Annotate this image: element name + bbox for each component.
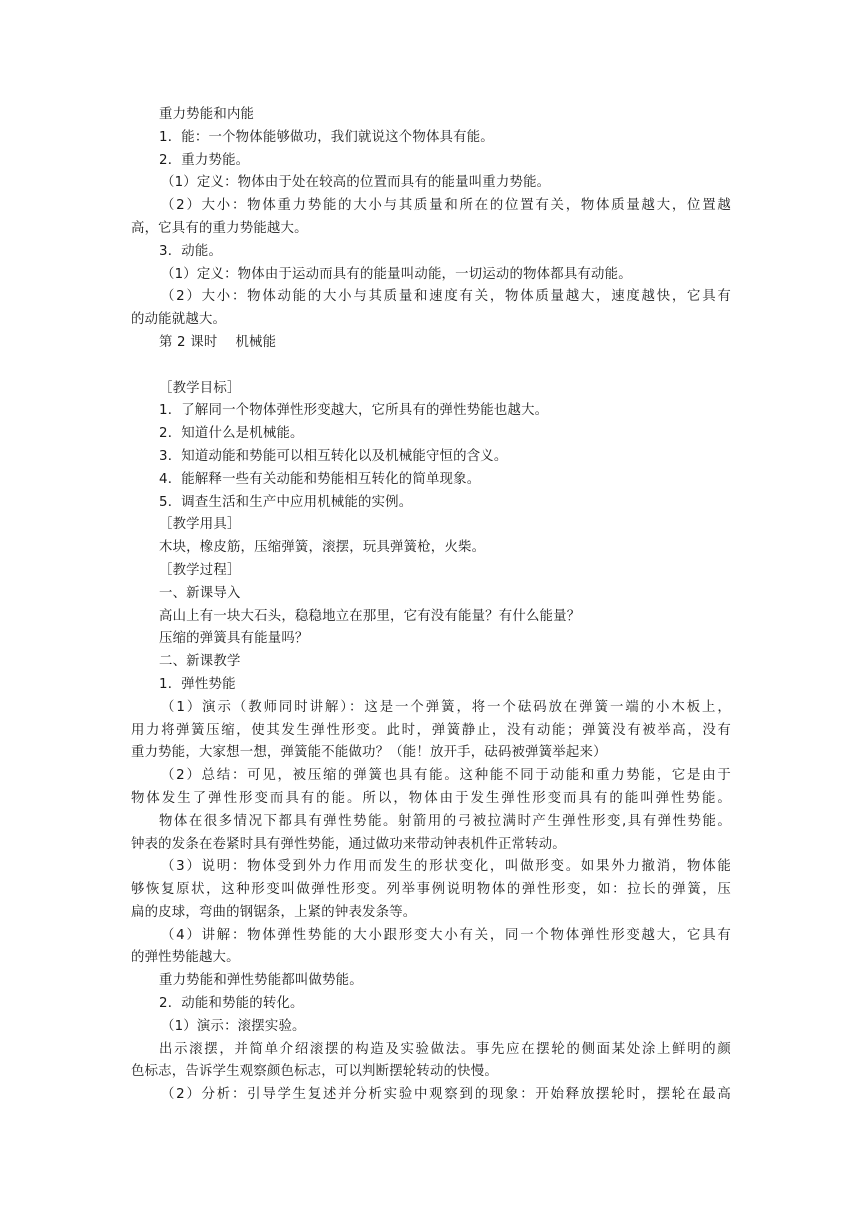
- text-line: 5．调查生活和生产中应用机械能的实例。: [159, 494, 413, 510]
- text-line: 重力势能，大家想一想，弹簧能不能做功？（能！放开手，砝码被弹簧举起来）: [131, 745, 607, 761]
- text-line: 的弹性势能越大。: [131, 950, 240, 966]
- text-line: 压缩的弹簧具有能量吗？: [159, 631, 309, 647]
- text-line: 4．能解释一些有关动能和势能相互转化的简单现象。: [159, 471, 481, 487]
- text-line: 1．能：一个物体能够做功，我们就说这个物体具有能。: [159, 129, 494, 145]
- text-line: （2）大小：物体重力势能的大小与其质量和所在的位置有关，物体质量越大，位置越: [161, 198, 731, 214]
- text-line: （1）定义：物体由于处在较高的位置而具有的能量叫重力势能。: [161, 175, 551, 191]
- text-line: 色标志，告诉学生观察颜色标志，可以判断摆轮转动的快慢。: [131, 1064, 498, 1080]
- text-line: 3．知道动能和势能可以相互转化以及机械能守恒的含义。: [159, 448, 508, 464]
- text-line: （1）演示：滚摆实验。: [161, 1018, 306, 1034]
- text-line: 2．动能和势能的转化。: [159, 996, 304, 1012]
- text-line: （3）说明：物体受到外力作用而发生的形状变化，叫做形变。如果外力撤消，物体能: [161, 859, 731, 875]
- text-line: （2）总结：可见，被压缩的弹簧也具有能。这种能不同于动能和重力势能，它是由于: [161, 768, 731, 784]
- text-line: 二、新课教学: [159, 654, 241, 670]
- text-line: 的动能就越大。: [131, 312, 227, 328]
- text-line: 够恢复原状，这种形变叫做弹性形变。列举事例说明物体的弹性形变，如：拉长的弹簧，压: [131, 882, 731, 898]
- text-line: （2）分析：引导学生复述并分析实验中观察到的现象：开始释放摆轮时，摆轮在最高: [161, 1087, 731, 1103]
- text-line: 1．弹性势能: [159, 676, 236, 692]
- text-line: 重力势能和弹性势能都叫做势能。: [159, 973, 363, 989]
- text-line: 木块，橡皮筋，压缩弹簧，滚摆，玩具弹簧枪，火柴。: [159, 540, 486, 556]
- text-line: 一、新课导入: [159, 585, 241, 601]
- text-line: ［教学目标］: [159, 380, 241, 396]
- text-line: 高山上有一块大石头，稳稳地立在那里，它有没有能量？有什么能量？: [159, 608, 581, 624]
- text-line: 重力势能和内能: [159, 107, 255, 122]
- text-line: 扁的皮球，弯曲的钢锯条，上紧的钟表发条等。: [131, 904, 417, 920]
- text-line: 3．动能。: [159, 243, 223, 259]
- text-line: 钟表的发条在卷紧时具有弹性势能，通过做功来带动钟表机件正常转动。: [131, 836, 566, 852]
- text-line: 2．知道什么是机械能。: [159, 426, 304, 442]
- text-line: （2）大小：物体动能的大小与其质量和速度有关，物体质量越大，速度越快，它具有: [161, 289, 731, 305]
- text-line: 2．重力势能。: [159, 152, 250, 168]
- text-line: 1．了解同一个物体弹性形变越大，它所具有的弹性势能也越大。: [159, 403, 549, 419]
- text-line: 用力将弹簧压缩，使其发生弹性形变。此时，弹簧静止，没有动能；弹簧没有被举高，没有: [131, 722, 731, 738]
- text-line: 物体发生了弹性形变而具有的能。所以，物体由于发生弹性形变而具有的能叫弹性势能。: [131, 790, 731, 806]
- document-page: [131, 104, 731, 1107]
- text-line: ［教学用具］: [159, 517, 241, 533]
- text-line: 第 2 课时 机械能: [159, 334, 277, 350]
- text-line: （4）讲解：物体弹性势能的大小跟形变大小有关，同一个物体弹性形变越大，它具有: [161, 927, 731, 943]
- text-line: 物体在很多情况下都具有弹性势能。射箭用的弓被拉满时产生弹性形变,具有弹性势能。: [159, 813, 731, 829]
- text-line: （1）演示（教师同时讲解）：这是一个弹簧，将一个砝码放在弹簧一端的小木板上，: [161, 699, 731, 715]
- text-line: 高，它具有的重力势能越大。: [131, 220, 308, 236]
- blank-line: [131, 355, 731, 378]
- text-line: 出示滚摆，并简单介绍滚摆的构造及实验做法。事先应在摆轮的侧面某处涂上鲜明的颜: [159, 1041, 731, 1057]
- text-line: ［教学过程］: [159, 562, 241, 578]
- text-line: （1）定义：物体由于运动而具有的能量叫动能，一切运动的物体都具有动能。: [161, 266, 632, 282]
